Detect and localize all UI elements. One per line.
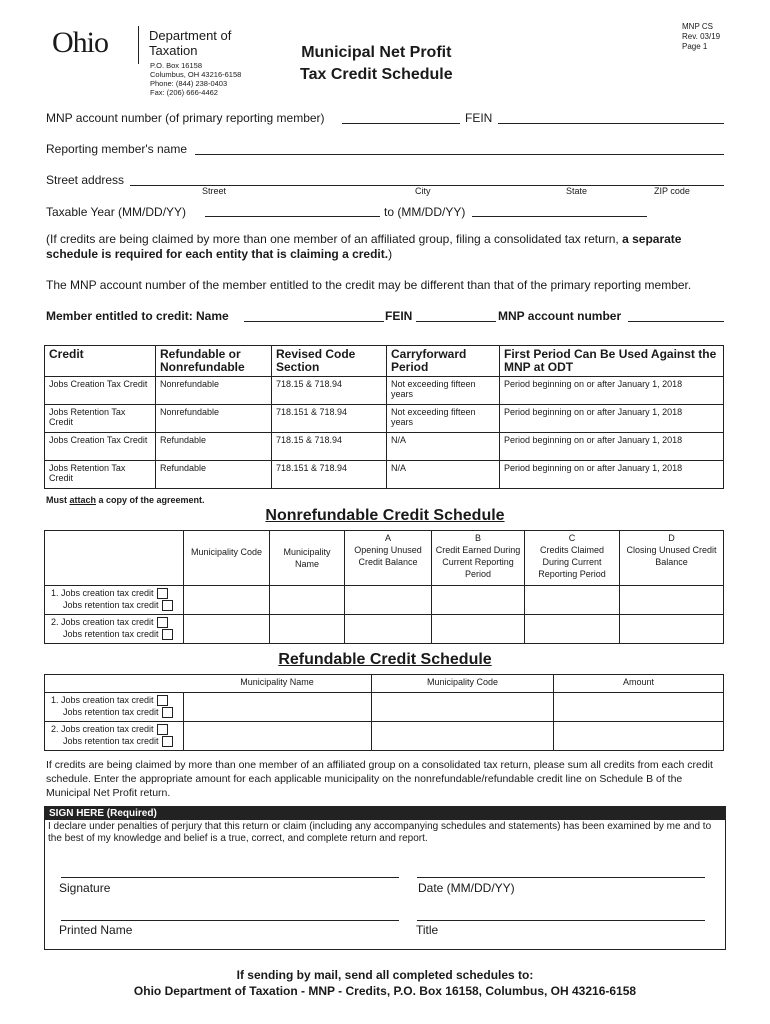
col-municipality-code: Municipality Code	[184, 531, 270, 586]
input-cell[interactable]	[345, 586, 432, 615]
street-sublabel: Street	[202, 186, 227, 196]
empty-header-cell	[45, 675, 184, 693]
empty-header-cell	[45, 531, 184, 586]
col-a: A Opening Unused Credit Balance	[345, 531, 432, 586]
table-cell: 718.151 & 718.94	[272, 461, 387, 489]
input-cell[interactable]	[525, 615, 620, 644]
jobs-creation-checkbox[interactable]	[157, 588, 168, 599]
input-cell[interactable]	[183, 722, 372, 751]
table-cell: 718.15 & 718.94	[272, 377, 387, 405]
department-name: Department of Taxation	[149, 28, 232, 58]
table-cell: 718.15 & 718.94	[272, 433, 387, 461]
title-input[interactable]	[417, 920, 705, 921]
attach-agreement-note: Must attach a copy of the agreement.	[46, 495, 205, 505]
header-first-period: First Period Can Be Used Against the MNP at ODT	[500, 346, 724, 377]
title-label: Title	[416, 923, 439, 937]
date-input[interactable]	[417, 877, 705, 878]
table-row	[45, 722, 724, 751]
form-id-block: MNP CS Rev. 03/19 Page 1	[682, 22, 721, 51]
department-address: P.O. Box 16158 Columbus, OH 43216-6158 Phone: (844) 238-0403 Fax: (206) 666-4462	[150, 61, 242, 97]
col-b: B Credit Earned During Current Reporting Period	[432, 531, 525, 586]
taxable-year-from-input[interactable]	[205, 216, 380, 217]
input-cell[interactable]	[432, 615, 525, 644]
jobs-creation-checkbox[interactable]	[157, 724, 168, 735]
reporting-name-input[interactable]	[195, 154, 724, 155]
table-cell: Not exceeding fifteen years	[387, 405, 500, 433]
city-sublabel: City	[415, 186, 431, 196]
reporting-name-label: Reporting member's name	[46, 142, 188, 156]
ohio-logo: Ohio	[52, 26, 108, 59]
col-d: D Closing Unused Credit Balance	[620, 531, 724, 586]
table-row	[45, 433, 724, 461]
table-row	[45, 405, 724, 433]
row-label: 1. Jobs creation tax credit Jobs retention tax credit	[45, 693, 184, 722]
header-credit: Credit	[45, 346, 156, 377]
mnp-account-input[interactable]	[342, 123, 460, 124]
jobs-retention-checkbox[interactable]	[162, 736, 173, 747]
nonrefundable-title: Nonrefundable Credit Schedule	[265, 507, 505, 524]
form-title: Municipal Net Profit Tax Credit Schedule	[300, 44, 453, 83]
member-name-input[interactable]	[244, 321, 384, 322]
input-cell[interactable]	[184, 586, 270, 615]
street-address-label: Street address	[46, 173, 125, 187]
table-row	[45, 377, 724, 405]
header-refundable: Refundable or Nonrefundable	[156, 346, 272, 377]
table-cell: Refundable	[156, 433, 272, 461]
col-municipality-code: Municipality Code	[372, 675, 554, 693]
table-cell: Period beginning on or after January 1, 2018	[500, 461, 724, 489]
taxable-year-label: Taxable Year (MM/DD/YY)	[46, 205, 187, 219]
state-sublabel: State	[566, 186, 588, 196]
input-cell[interactable]	[270, 615, 345, 644]
table-cell: Jobs Retention Tax Credit	[45, 461, 156, 489]
input-cell[interactable]	[183, 693, 372, 722]
member-entitled-label: Member entitled to credit: Name	[46, 309, 229, 323]
table-cell: N/A	[387, 461, 500, 489]
input-cell[interactable]	[270, 586, 345, 615]
input-cell[interactable]	[554, 722, 724, 751]
jobs-creation-checkbox[interactable]	[157, 617, 168, 628]
mnp-differs-note: The MNP account number of the member entitled to the credit may be different than that of the primary reporting member.	[46, 278, 692, 292]
taxable-year-to-input[interactable]	[472, 216, 647, 217]
input-cell[interactable]	[372, 693, 554, 722]
declaration-text: I declare under penalties of perjury that this return or claim (including any accompanying schedules and statements) has been examined by me and to the best of my knowledge and belief is a true, correct, and complete return and report.	[48, 821, 712, 844]
table-cell: Refundable	[156, 461, 272, 489]
sum-credits-note: If credits are being claimed by more than one member of an affiliated group on a consolidated tax return, please sum all credits from each credit schedule. Enter the appropriate amount for each applicable municipality on the nonrefundable/refundable credit line on Schedule B of the Municipal Net Profit return.	[46, 759, 713, 799]
member-mnp-input[interactable]	[628, 321, 724, 322]
input-cell[interactable]	[620, 615, 724, 644]
mailing-instructions: If sending by mail, send all completed schedules to: Ohio Department of Taxation - MNP - Credits, P.O. Box 16158, Columbus, OH 43216-6158	[133, 968, 637, 998]
header-code-section: Revised Code Section	[272, 346, 387, 377]
table-cell: Period beginning on or after January 1, 2018	[500, 405, 724, 433]
table-cell: 718.151 & 718.94	[272, 405, 387, 433]
table-row	[45, 586, 724, 615]
table-cell: Not exceeding fifteen years	[387, 377, 500, 405]
input-cell[interactable]	[620, 586, 724, 615]
table-cell: Jobs Creation Tax Credit	[45, 433, 156, 461]
input-cell[interactable]	[372, 722, 554, 751]
table-cell: Jobs Retention Tax Credit	[45, 405, 156, 433]
table-row	[45, 615, 724, 644]
jobs-retention-checkbox[interactable]	[162, 629, 173, 640]
table-cell: Jobs Creation Tax Credit	[45, 377, 156, 405]
table-cell: Period beginning on or after January 1, 2018	[500, 433, 724, 461]
row-label: 1. Jobs creation tax credit Jobs retention tax credit	[45, 586, 184, 615]
date-label: Date (MM/DD/YY)	[418, 881, 515, 895]
table-cell: Nonrefundable	[156, 405, 272, 433]
fein-input[interactable]	[498, 123, 724, 124]
table-cell: Nonrefundable	[156, 377, 272, 405]
nonrefundable-schedule-table	[44, 530, 724, 644]
col-municipality-name: Municipality Name	[270, 531, 345, 586]
zip-sublabel: ZIP code	[654, 186, 690, 196]
printed-name-label: Printed Name	[59, 923, 133, 937]
refundable-schedule-table	[44, 674, 724, 751]
col-c: C Credits Claimed During Current Reporting Period	[525, 531, 620, 586]
header-carryforward: Carryforward Period	[387, 346, 500, 377]
table-cell: N/A	[387, 433, 500, 461]
member-fein-input[interactable]	[416, 321, 496, 322]
table-row	[45, 693, 724, 722]
jobs-retention-checkbox[interactable]	[162, 600, 173, 611]
jobs-retention-checkbox[interactable]	[162, 707, 173, 718]
input-cell[interactable]	[432, 586, 525, 615]
sign-heading: SIGN HERE (Required)	[45, 807, 725, 820]
member-fein-label: FEIN	[385, 309, 413, 323]
refundable-title: Refundable Credit Schedule	[278, 651, 492, 668]
row-label: 2. Jobs creation tax credit Jobs retention tax credit	[45, 615, 184, 644]
sign-section	[44, 806, 726, 950]
col-amount: Amount	[554, 675, 724, 693]
to-date-label: to (MM/DD/YY)	[384, 205, 466, 219]
input-cell[interactable]	[525, 586, 620, 615]
credit-types-table	[44, 345, 724, 489]
fein-label: FEIN	[465, 111, 493, 125]
member-mnp-label: MNP account number	[498, 309, 622, 323]
jobs-creation-checkbox[interactable]	[157, 695, 168, 706]
affiliated-group-note: (If credits are being claimed by more than one member of an affiliated group, filing a consolidated tax return, a separate schedule is required for each entity that is claiming a credit.)	[46, 232, 682, 261]
signature-input[interactable]	[61, 877, 399, 878]
logo-divider	[138, 26, 139, 64]
signature-label: Signature	[59, 881, 111, 895]
mnp-account-label: MNP account number (of primary reporting member)	[46, 111, 325, 125]
input-cell[interactable]	[184, 615, 270, 644]
table-row	[45, 461, 724, 489]
col-municipality-name: Municipality Name	[183, 675, 372, 693]
table-cell: Period beginning on or after January 1, 2018	[500, 377, 724, 405]
printed-name-input[interactable]	[61, 920, 399, 921]
input-cell[interactable]	[345, 615, 432, 644]
input-cell[interactable]	[554, 693, 724, 722]
row-label: 2. Jobs creation tax credit Jobs retention tax credit	[45, 722, 184, 751]
